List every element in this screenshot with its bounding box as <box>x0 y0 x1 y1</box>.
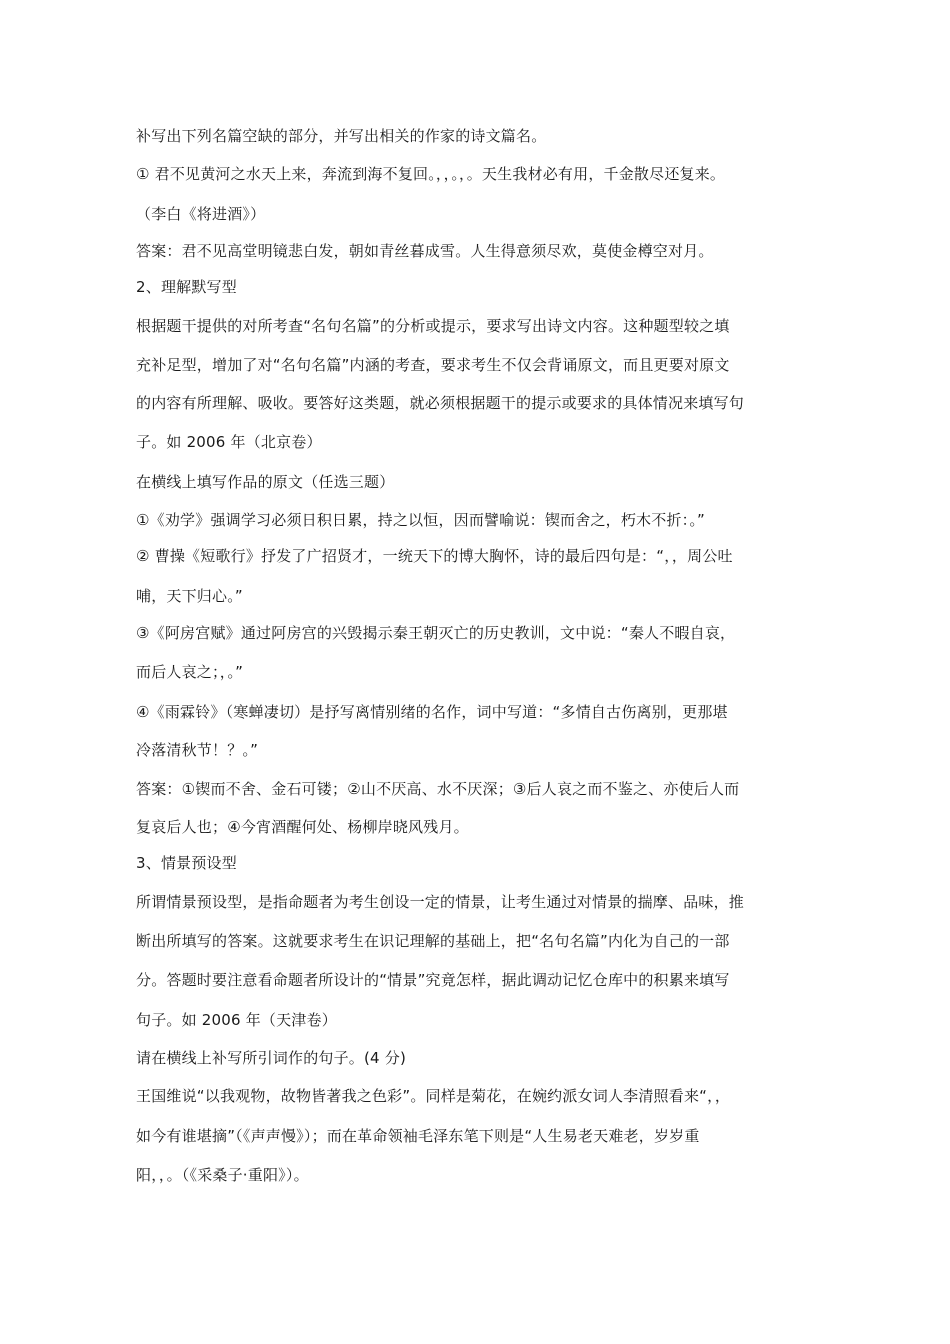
question-line: 冷落清秋节！？。” <box>136 741 259 759</box>
question-line: 哺，天下归心。” <box>136 587 243 605</box>
paragraph-line: 充补足型，增加了对“名句名篇”内涵的考查，要求考生不仅会背诵原文，而且更要对原文 <box>136 356 730 374</box>
question-line: 王国维说“以我观物，故物皆著我之色彩”。同样是菊花，在婉约派女词人李清照看来“，， <box>136 1087 731 1105</box>
paragraph-line: 子。如 2006 年（北京卷） <box>136 433 322 451</box>
question-line: 如今有谁堪摘”（《声声慢》）；而在革命领袖毛泽东笔下则是“人生易老天难老，岁岁重 <box>136 1127 700 1145</box>
question-instruction: 在横线上填写作品的原文（任选三题） <box>136 473 395 491</box>
paragraph-line: 的内容有所理解、吸收。要答好这类题，就必须根据题干的提示或要求的具体情况来填写句 <box>136 394 745 412</box>
section-heading: 3、情景预设型 <box>136 854 237 872</box>
question-line: 而后人哀之；，。” <box>136 663 244 681</box>
paragraph-line: 分。答题时要注意看命题者所设计的“情景”究竟怎样，据此调动记忆仓库中的积累来填写 <box>136 971 730 989</box>
paragraph-line: 所谓情景预设型，是指命题者为考生创设一定的情景，让考生通过对情景的揣摩、品味，推 <box>136 893 745 911</box>
paragraph-line: 断出所填写的答案。这就要求考生在识记理解的基础上，把“名句名篇”内化为自己的一部 <box>136 932 730 950</box>
question-source: （李白《将进酒》） <box>136 205 266 223</box>
question-line: ③《阿房宫赋》通过阿房宫的兴毁揭示秦王朝灭亡的历史教训，文中说：“秦人不暇自哀， <box>136 624 736 642</box>
question-line: 阳，，。（《采桑子·重阳》）。 <box>136 1166 309 1184</box>
question-instruction: 请在横线上补写所引词作的句子。(4 分) <box>136 1049 407 1067</box>
answer-line: 答案：①锲而不舍、金石可镂；②山不厌高、水不厌深；③后人哀之而不鉴之、亦使后人而 <box>136 780 740 798</box>
question-line: ①《劝学》强调学习必须日积日累，持之以恒，因而譬喻说：锲而舍之，朽木不折：。” <box>136 511 706 529</box>
question-line: ② 曹操《短歌行》抒发了广招贤才，一统天下的博大胸怀，诗的最后四句是：“，，周公吐 <box>136 547 733 565</box>
question-line: ① 君不见黄河之水天上来，奔流到海不复回。，，。，。天生我材必有用，千金散尽还复来。 <box>136 165 726 183</box>
paragraph-line: 句子。如 2006 年（天津卷） <box>136 1011 337 1029</box>
section-heading: 2、理解默写型 <box>136 278 237 296</box>
paragraph-line: 根据题干提供的对所考查“名句名篇”的分析或提示，要求写出诗文内容。这种题型较之填 <box>136 317 730 335</box>
question-line: ④《雨霖铃》（寒蝉凄切）是抒写离情别绪的名作，词中写道：“多情自古伤离别，更那堪 <box>136 703 728 721</box>
answer-line: 复哀后人也；④今宵酒醒何处、杨柳岸晓风残月。 <box>136 818 469 836</box>
intro-instruction: 补写出下列名篇空缺的部分，并写出相关的作家的诗文篇名。 <box>136 127 547 145</box>
answer-line: 答案：君不见高堂明镜悲白发，朝如青丝暮成雪。人生得意须尽欢，莫使金樽空对月。 <box>136 242 714 260</box>
